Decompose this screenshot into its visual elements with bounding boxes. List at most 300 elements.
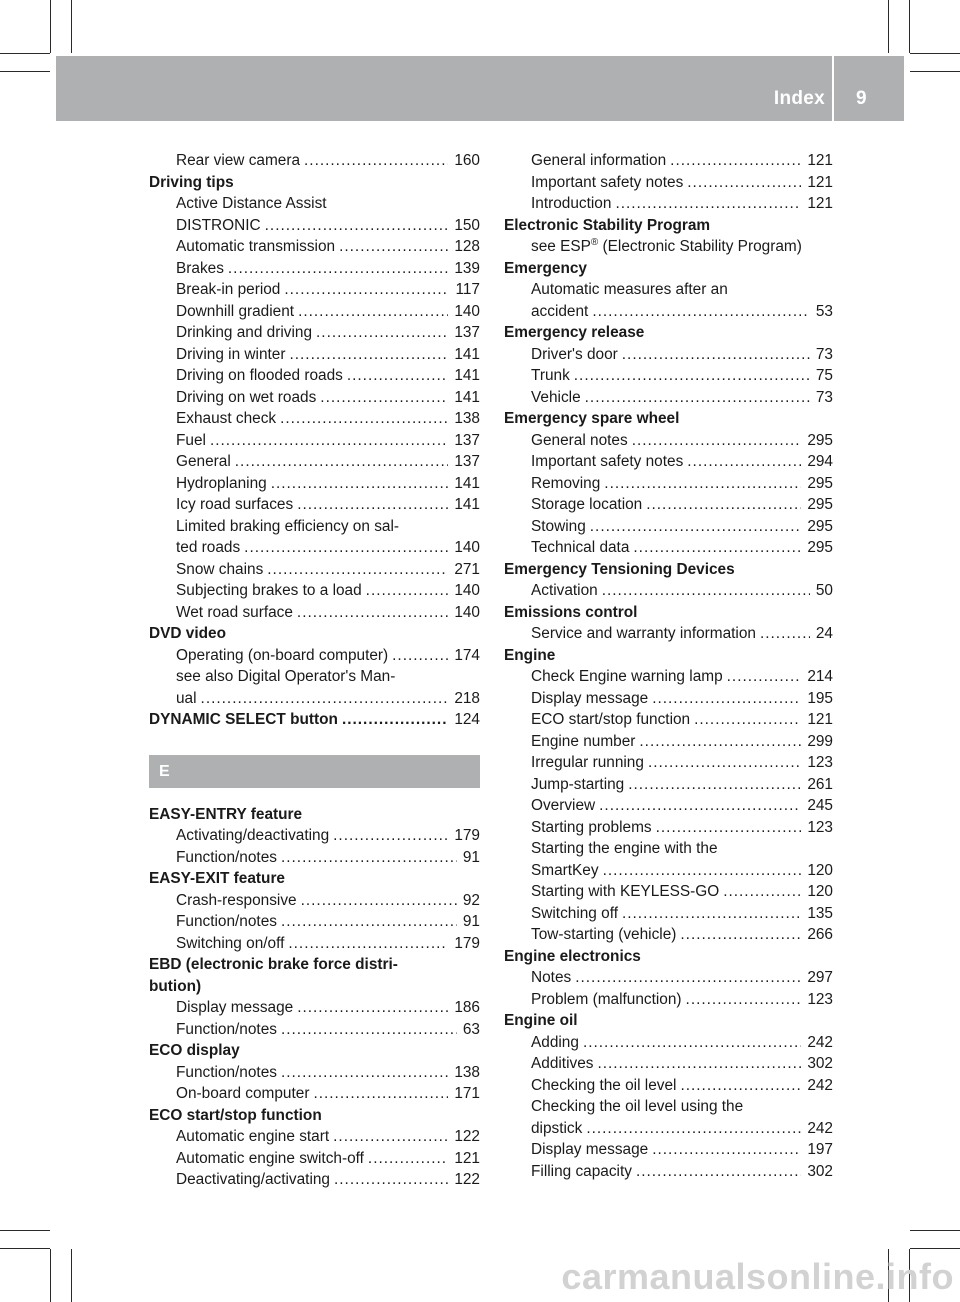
index-entry-text: Starting the engine with the [531, 840, 718, 857]
index-entry [149, 911, 480, 933]
index-heading [149, 868, 480, 890]
dot-leader [298, 301, 448, 323]
page-reference[interactable]: 140 [454, 539, 480, 556]
index-heading-text: EASY-ENTRY feature [149, 805, 303, 823]
index-cross-reference [504, 236, 833, 258]
index-entry [504, 193, 833, 215]
page-reference[interactable]: 179 [454, 827, 480, 844]
index-entry-text: Downhill gradient [176, 302, 295, 320]
dot-leader [639, 731, 801, 753]
dot-leader [603, 860, 802, 882]
page-reference[interactable]: 295 [807, 517, 833, 535]
index-entry-text: ted roads [176, 539, 241, 556]
dot-leader [583, 1032, 801, 1054]
page-reference[interactable]: 295 [807, 496, 833, 513]
crop-mark [0, 1248, 50, 1249]
page-reference[interactable]: 137 [454, 431, 480, 449]
crop-mark [0, 1230, 50, 1231]
index-heading [504, 559, 833, 581]
section-spacer [149, 731, 480, 752]
index-entry-text: Crash-responsive [176, 891, 297, 909]
crop-mark [910, 1248, 960, 1249]
page-reference[interactable]: 73 [815, 388, 833, 406]
index-entry-text: Deactivating/activating [176, 1171, 330, 1188]
crop-mark [910, 53, 960, 54]
page-reference[interactable]: 120 [807, 861, 833, 879]
page-reference[interactable]: 141 [454, 367, 480, 384]
index-entry-text: Hydroplaning [176, 474, 267, 492]
index-entry [149, 516, 480, 538]
cross-reference-text: (Electronic Stability Program) [598, 238, 802, 255]
index-entry [149, 645, 480, 667]
crop-mark [50, 0, 51, 53]
index-entry [504, 838, 833, 860]
page-reference[interactable]: 140 [454, 603, 480, 621]
page-reference[interactable]: 214 [807, 668, 833, 685]
crop-mark [910, 71, 960, 72]
index-entry-text: Icy road surfaces [176, 496, 294, 513]
index-heading [504, 602, 833, 624]
index-entry [149, 408, 480, 430]
dot-leader [297, 494, 448, 516]
dot-leader [687, 451, 801, 473]
registered-mark: ® [590, 236, 599, 248]
index-entry [504, 989, 833, 1011]
page-reference[interactable]: 122 [454, 1128, 480, 1145]
index-entry [149, 1148, 480, 1170]
index-entry-text: dipstick [531, 1119, 583, 1137]
page-reference[interactable]: 295 [807, 539, 833, 556]
dot-leader [585, 387, 810, 409]
page-reference[interactable]: 266 [807, 926, 833, 943]
index-entry [504, 666, 833, 688]
page-reference[interactable]: 302 [807, 1055, 833, 1072]
index-entry-text: On-board computer [176, 1085, 310, 1102]
index-entry-text: Limited braking efficiency on sal- [176, 517, 399, 535]
page-reference[interactable]: 121 [807, 195, 833, 212]
index-entry [149, 1083, 480, 1105]
index-entry [504, 1139, 833, 1161]
index-entry-text: Display message [176, 999, 294, 1016]
index-entry-text: Display message [531, 1141, 649, 1158]
index-entry [149, 688, 480, 710]
dot-leader [760, 623, 810, 645]
index-heading [504, 408, 833, 430]
page-reference[interactable]: 160 [454, 152, 480, 169]
index-entry [504, 1118, 833, 1140]
index-entry [149, 451, 480, 473]
index-entry-text: Function/notes [176, 1020, 277, 1038]
index-entry-text: Break-in period [176, 281, 281, 298]
index-entry-text: Notes [531, 969, 572, 986]
index-entry-text: Automatic measures after an [531, 281, 728, 298]
index-entry [504, 924, 833, 946]
crop-mark [71, 0, 72, 53]
page-reference[interactable]: 197 [807, 1141, 833, 1158]
page-reference[interactable]: 242 [807, 1076, 833, 1094]
index-entry [504, 1053, 833, 1075]
dot-leader [265, 215, 449, 237]
page-reference[interactable]: 299 [807, 732, 833, 750]
index-entry-text: DISTRONIC [176, 216, 261, 234]
index-heading-text: Engine oil [504, 1012, 578, 1029]
index-heading-text: EASY-EXIT feature [149, 870, 285, 887]
index-entry-text: Exhaust check [176, 410, 277, 427]
page-reference[interactable]: 141 [454, 496, 480, 513]
index-entry-text: Driving on flooded roads [176, 367, 343, 384]
index-heading [149, 804, 480, 826]
dot-leader [201, 688, 449, 710]
index-entry [149, 537, 480, 559]
index-entry-text: Function/notes [176, 1063, 277, 1081]
dot-leader [694, 709, 801, 731]
page-reference[interactable]: 124 [454, 711, 480, 728]
dot-leader [281, 847, 457, 869]
index-entry-text: Adding [531, 1033, 579, 1051]
dot-leader [586, 1118, 801, 1140]
page-reference[interactable]: 120 [807, 883, 833, 900]
index-entry [504, 150, 833, 172]
index-entry-text: Filling capacity [531, 1162, 632, 1180]
index-entry-text: Drinking and driving [176, 324, 313, 341]
index-entry-text: Display message [531, 689, 649, 707]
index-entry-text: General [176, 453, 231, 470]
index-column-left [149, 150, 480, 1191]
dot-leader [244, 537, 448, 559]
index-heading [149, 954, 480, 976]
index-entry-text: Operating (on-board computer) [176, 646, 389, 664]
page-reference[interactable]: 73 [815, 345, 833, 363]
index-entry-text: SmartKey [531, 861, 599, 879]
page-number: 9 [856, 88, 867, 109]
index-entry [149, 430, 480, 452]
index-entry [504, 301, 833, 323]
page-reference[interactable]: 121 [454, 1149, 480, 1167]
dot-leader [333, 1126, 448, 1148]
index-entry [504, 387, 833, 409]
section-letter-heading: E [149, 755, 480, 788]
page-reference[interactable]: 140 [454, 302, 480, 320]
index-heading-text: ECO start/stop function [149, 1106, 322, 1124]
dot-leader [235, 451, 449, 473]
dot-leader [648, 752, 801, 774]
index-entry [149, 997, 480, 1019]
dot-leader [347, 365, 448, 387]
crop-mark [50, 1249, 51, 1302]
dot-leader [646, 494, 801, 516]
index-entry [504, 774, 833, 796]
index-entry-text: see also Digital Operator's Man- [176, 668, 396, 685]
page-reference[interactable]: 242 [807, 1033, 833, 1051]
dot-leader [622, 344, 810, 366]
index-entry-text: Important safety notes [531, 173, 684, 191]
page-reference[interactable]: 141 [454, 474, 480, 492]
index-heading [149, 709, 480, 731]
index-entry-text: Checking the oil level using the [531, 1098, 744, 1115]
index-entry-text: Wet road surface [176, 603, 293, 621]
index-entry [504, 516, 833, 538]
dot-leader [392, 645, 448, 667]
dot-leader [280, 408, 448, 430]
index-heading-text: Engine [504, 646, 556, 664]
index-entry-text: Trunk [531, 367, 570, 384]
index-heading [149, 1105, 480, 1127]
index-entry-text: Technical data [531, 539, 630, 556]
index-entry [149, 387, 480, 409]
page-reference[interactable]: 141 [454, 388, 480, 406]
page-reference[interactable]: 295 [807, 474, 833, 492]
index-heading-text: Emergency spare wheel [504, 410, 680, 427]
page-reference[interactable]: 123 [807, 754, 833, 771]
dot-leader [680, 924, 801, 946]
index-entry [149, 602, 480, 624]
dot-leader [599, 795, 801, 817]
page-reference[interactable]: 137 [454, 453, 480, 470]
page-reference[interactable]: 271 [454, 560, 480, 578]
dot-leader [636, 1161, 801, 1183]
index-entry [504, 451, 833, 473]
index-entry-text: Storage location [531, 496, 643, 513]
index-entry [149, 279, 480, 301]
index-entry [149, 322, 480, 344]
page-reference[interactable]: 140 [454, 582, 480, 599]
index-entry [504, 967, 833, 989]
dot-leader [281, 911, 457, 933]
page-reference[interactable]: 245 [807, 797, 833, 814]
page-reference[interactable]: 24 [815, 625, 833, 642]
page-reference[interactable]: 171 [454, 1085, 480, 1102]
header-divider [832, 56, 834, 121]
index-entry-text: Rear view camera [176, 152, 301, 169]
page-reference[interactable]: 295 [807, 431, 833, 449]
index-heading [504, 215, 833, 237]
index-entry [504, 494, 833, 516]
index-entry [149, 1019, 480, 1041]
index-entry [149, 193, 480, 215]
dot-leader [288, 933, 448, 955]
dot-leader [590, 516, 802, 538]
index-entry-text: Removing [531, 474, 601, 492]
dot-leader [301, 890, 457, 912]
dot-leader [575, 967, 801, 989]
page-reference[interactable]: 186 [454, 999, 480, 1016]
index-entry-text: Snow chains [176, 560, 264, 578]
dot-leader [727, 666, 802, 688]
index-entry-text: Automatic transmission [176, 238, 336, 255]
page-reference[interactable]: 195 [807, 689, 833, 707]
index-heading [504, 258, 833, 280]
page-reference[interactable]: 75 [815, 367, 833, 384]
page-reference[interactable]: 138 [454, 1063, 480, 1081]
index-column-right [504, 150, 833, 1182]
index-entry-text: ECO start/stop function [531, 711, 691, 728]
crop-mark [0, 71, 50, 72]
dot-leader [602, 580, 810, 602]
index-entry-text: Engine number [531, 732, 636, 750]
index-heading [149, 623, 480, 645]
index-entry [149, 344, 480, 366]
page-reference[interactable]: 135 [807, 904, 833, 922]
index-entry [504, 881, 833, 903]
page-reference[interactable]: 53 [815, 302, 833, 320]
crop-mark [910, 1230, 960, 1231]
index-heading-text: DYNAMIC SELECT button [149, 711, 338, 728]
page-reference[interactable]: 174 [454, 646, 480, 664]
index-heading-text: EBD (electronic brake force distri- [149, 956, 398, 973]
index-entry [504, 172, 833, 194]
dot-leader [289, 344, 448, 366]
dot-leader [592, 301, 810, 323]
page-reference[interactable]: 123 [807, 990, 833, 1008]
index-entry-text: Vehicle [531, 388, 581, 406]
dot-leader [670, 150, 801, 172]
dot-leader [284, 279, 449, 301]
index-entry-text: Starting problems [531, 818, 652, 836]
index-entry [149, 1062, 480, 1084]
dot-leader [604, 473, 801, 495]
index-entry [504, 752, 833, 774]
index-entry-text: General notes [531, 431, 628, 449]
index-entry [149, 494, 480, 516]
index-entry [504, 709, 833, 731]
dot-leader [628, 774, 801, 796]
index-entry [149, 150, 480, 172]
page-reference[interactable]: 297 [807, 969, 833, 986]
page-reference[interactable]: 128 [454, 238, 480, 255]
dot-leader [615, 193, 801, 215]
dot-leader [622, 903, 801, 925]
index-entry-text: Additives [531, 1055, 594, 1072]
index-entry-text: Activating/deactivating [176, 827, 330, 844]
index-entry-text: Driving in winter [176, 345, 286, 363]
index-entry [149, 559, 480, 581]
page-reference[interactable]: 179 [454, 934, 480, 952]
page-reference[interactable]: 121 [807, 711, 833, 728]
index-entry-text: ual [176, 689, 197, 707]
page-reference[interactable]: 91 [462, 848, 480, 866]
dot-leader [297, 602, 448, 624]
index-entry [504, 1075, 833, 1097]
dot-leader [228, 258, 448, 280]
dot-leader [342, 709, 448, 731]
page-reference[interactable]: 122 [454, 1171, 480, 1188]
page-reference[interactable]: 121 [807, 152, 833, 169]
index-entry [149, 580, 480, 602]
page-reference[interactable]: 150 [454, 216, 480, 234]
index-entry-text: Irregular running [531, 754, 644, 771]
index-entry [149, 666, 480, 688]
dot-leader [281, 1062, 448, 1084]
page-reference[interactable]: 218 [454, 689, 480, 707]
index-entry-text: Starting with KEYLESS-GO [531, 883, 720, 900]
index-heading-text: Electronic Stability Program [504, 216, 711, 234]
index-entry-text: Important safety notes [531, 453, 684, 470]
index-entry [504, 1032, 833, 1054]
index-entry-text: Service and warranty information [531, 625, 756, 642]
index-entry-text: Active Distance Assist [176, 195, 327, 212]
index-entry [149, 825, 480, 847]
index-heading-text: Driving tips [149, 173, 234, 191]
index-entry-text: General information [531, 152, 667, 169]
dot-leader [368, 1148, 448, 1170]
page-reference[interactable]: 123 [807, 818, 833, 836]
index-heading [504, 645, 833, 667]
index-entry-text: Driving on wet roads [176, 388, 317, 406]
index-entry-text: Activation [531, 582, 598, 599]
index-heading-text: Emissions control [504, 603, 638, 621]
page-reference[interactable]: 137 [454, 324, 480, 341]
dot-leader [633, 537, 801, 559]
dot-leader [313, 1083, 448, 1105]
dot-leader [297, 997, 448, 1019]
dot-leader [210, 430, 448, 452]
index-entry-text: Introduction [531, 195, 612, 212]
page-reference[interactable]: 121 [807, 173, 833, 191]
index-entry [149, 847, 480, 869]
page-reference[interactable]: 294 [807, 453, 833, 470]
index-heading-text: Engine electronics [504, 947, 641, 965]
index-entry-text: Function/notes [176, 848, 277, 866]
index-heading-text: DVD video [149, 625, 226, 642]
index-heading-text: ECO display [149, 1042, 240, 1059]
index-entry [504, 365, 833, 387]
cross-reference-text: see ESP [531, 238, 591, 255]
dot-leader [281, 1019, 457, 1041]
index-entry [504, 623, 833, 645]
index-entry-text: Subjecting brakes to a load [176, 582, 362, 599]
page-reference[interactable]: 141 [454, 345, 480, 363]
page-reference[interactable]: 138 [454, 410, 480, 427]
index-entry-text: Brakes [176, 259, 224, 277]
page-reference[interactable]: 63 [462, 1020, 480, 1038]
index-entry [504, 860, 833, 882]
page-reference[interactable]: 302 [807, 1162, 833, 1180]
page-reference[interactable]: 92 [462, 891, 480, 909]
index-entry [504, 279, 833, 301]
dot-leader [723, 881, 801, 903]
index-entry [149, 301, 480, 323]
index-entry [149, 236, 480, 258]
crop-mark [888, 0, 889, 53]
page-reference[interactable]: 261 [807, 775, 833, 793]
index-heading [504, 946, 833, 968]
dot-leader [271, 473, 449, 495]
page-reference[interactable]: 50 [815, 582, 833, 599]
index-heading [504, 322, 833, 344]
dot-leader [334, 1169, 448, 1191]
index-heading [504, 1010, 833, 1032]
dot-leader [680, 1075, 801, 1097]
page-reference[interactable]: 117 [455, 281, 480, 298]
index-entry [149, 473, 480, 495]
index-entry-text: Checking the oil level [531, 1076, 677, 1094]
index-entry [149, 1169, 480, 1191]
index-entry-text: Check Engine warning lamp [531, 668, 723, 685]
page-reference[interactable]: 139 [454, 259, 480, 277]
page-reference[interactable]: 91 [462, 913, 480, 930]
page-reference[interactable]: 242 [807, 1119, 833, 1137]
index-entry-text: Automatic engine switch-off [176, 1149, 364, 1167]
index-entry [504, 344, 833, 366]
index-entry [504, 430, 833, 452]
dot-leader [333, 825, 448, 847]
index-entry-text: Driver's door [531, 345, 618, 363]
index-heading [149, 1040, 480, 1062]
crop-mark [909, 0, 910, 53]
index-entry [504, 795, 833, 817]
index-entry [504, 731, 833, 753]
dot-leader [316, 322, 448, 344]
